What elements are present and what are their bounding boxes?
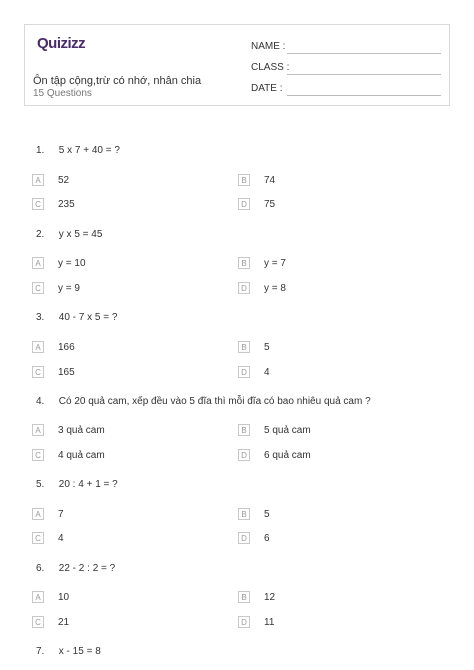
option-text: 11 <box>264 617 275 628</box>
question-5 <box>36 479 118 490</box>
question-3 <box>36 312 117 323</box>
option-text: 3 quả cam <box>58 425 105 436</box>
option-text: 5 quả cam <box>264 425 311 436</box>
option-text: 7 <box>58 509 64 520</box>
option-text: y = 9 <box>58 283 80 294</box>
option-letter-box: C <box>32 449 44 461</box>
option-letter-box: B <box>238 591 250 603</box>
option-letter-box: A <box>32 257 44 269</box>
question-6 <box>36 563 115 574</box>
class-field[interactable] <box>251 62 441 76</box>
option-text: 4 <box>58 533 64 544</box>
option-letter-box: D <box>238 616 250 628</box>
option-text: 74 <box>264 175 276 186</box>
question-number: 7. <box>36 646 45 657</box>
option-letter-box: D <box>238 366 250 378</box>
option-letter-box: C <box>32 198 44 210</box>
option-text: 6 quả cam <box>264 450 311 461</box>
option-text: 75 <box>264 199 276 210</box>
question-count: 15 Questions <box>33 88 92 99</box>
option-letter-box: B <box>238 257 250 269</box>
question-text: 22 - 2 : 2 = ? <box>58 563 116 574</box>
option-letter-box: A <box>32 424 44 436</box>
question-7 <box>36 646 101 657</box>
question-4 <box>36 396 371 407</box>
name-label: NAME : <box>251 41 286 52</box>
worksheet-title: Ôn tập cộng,trừ có nhớ, nhân chia <box>33 75 202 87</box>
option-letter-box: A <box>32 174 44 186</box>
date-line <box>287 95 441 96</box>
question-text: x - 15 = 8 <box>58 646 101 657</box>
option-text: 6 <box>264 533 270 544</box>
option-text: 4 quả cam <box>58 450 105 461</box>
question-number: 6. <box>36 563 45 574</box>
question-text: 40 - 7 x 5 = ? <box>58 312 118 323</box>
quizizz-logo: Quizizz <box>37 35 86 52</box>
option-letter-box: B <box>238 508 250 520</box>
worksheet-header <box>24 24 450 106</box>
question-text: 20 : 4 + 1 = ? <box>58 479 118 490</box>
question-number: 5. <box>36 479 45 490</box>
question-1 <box>36 145 120 156</box>
option-text: 52 <box>58 175 70 186</box>
question-number: 2. <box>36 229 45 240</box>
option-letter-box: D <box>238 449 250 461</box>
option-text: 12 <box>264 592 276 603</box>
option-text: 4 <box>264 367 270 378</box>
question-number: 1. <box>36 145 45 156</box>
option-letter-box: D <box>238 532 250 544</box>
option-letter-box: D <box>238 198 250 210</box>
option-letter-box: A <box>32 508 44 520</box>
question-text: Có 20 quả cam, xếp đều vào 5 đĩa thì mỗi đĩa có bao nhiêu quả cam ? <box>58 396 371 407</box>
option-text: 235 <box>58 199 75 210</box>
option-letter-box: A <box>32 341 44 353</box>
name-field[interactable] <box>251 41 441 55</box>
option-letter-box: B <box>238 341 250 353</box>
option-text: y = 10 <box>58 258 86 269</box>
question-text: 5 x 7 + 40 = ? <box>58 145 120 156</box>
date-field[interactable] <box>251 83 441 97</box>
option-text: 10 <box>58 592 70 603</box>
option-text: y = 7 <box>264 258 286 269</box>
option-text: 165 <box>58 367 75 378</box>
class-label: CLASS : <box>251 62 290 73</box>
option-letter-box: C <box>32 282 44 294</box>
option-text: 166 <box>58 342 75 353</box>
option-text: 5 <box>264 342 270 353</box>
option-letter-box: C <box>32 532 44 544</box>
class-line <box>287 74 441 75</box>
date-label: DATE : <box>251 83 283 94</box>
question-number: 3. <box>36 312 45 323</box>
name-line <box>287 53 441 54</box>
question-number: 4. <box>36 396 45 407</box>
option-letter-box: D <box>238 282 250 294</box>
option-letter-box: B <box>238 424 250 436</box>
question-text: y x 5 = 45 <box>58 229 103 240</box>
question-2 <box>36 229 102 240</box>
option-letter-box: B <box>238 174 250 186</box>
option-letter-box: C <box>32 366 44 378</box>
option-letter-box: A <box>32 591 44 603</box>
option-text: 21 <box>58 617 70 628</box>
option-text: 5 <box>264 509 270 520</box>
option-letter-box: C <box>32 616 44 628</box>
option-text: y = 8 <box>264 283 286 294</box>
